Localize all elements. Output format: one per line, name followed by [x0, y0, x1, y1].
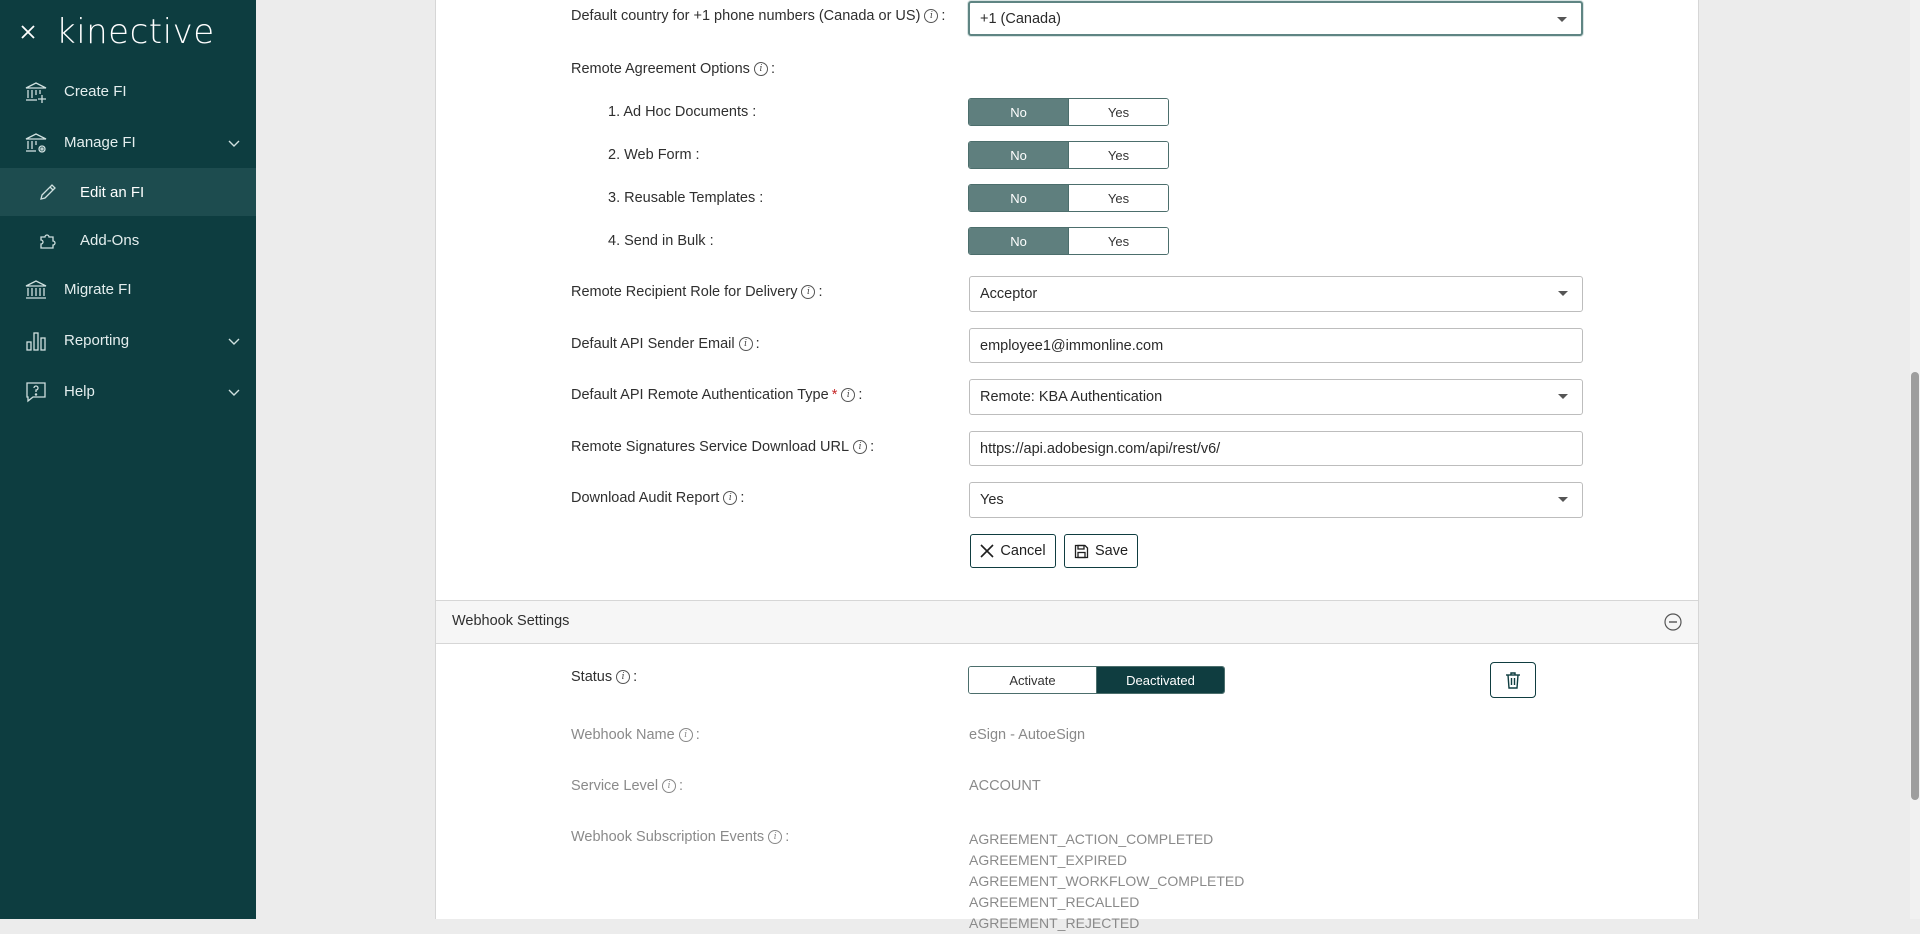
- webhook-status-label-text: Status: [571, 669, 613, 685]
- sidebar-item-label: Edit an FI: [80, 183, 145, 201]
- web-form-yes-option[interactable]: Yes: [1068, 142, 1168, 168]
- webhook-name-label-text: Webhook Name: [571, 727, 675, 743]
- event-item: AGREEMENT_EXPIRED: [969, 852, 1127, 868]
- reusable-templates-yes-option[interactable]: Yes: [1068, 185, 1168, 211]
- sidebar-item-add-ons[interactable]: [0, 216, 256, 264]
- info-icon[interactable]: i: [853, 440, 867, 454]
- sender-email-label-text: Default API Sender Email: [571, 336, 735, 352]
- kinective-logo: kinective: [56, 12, 215, 52]
- deactivated-option[interactable]: Deactivated: [1096, 667, 1224, 693]
- country-select[interactable]: [968, 1, 1583, 36]
- audit-report-select[interactable]: [969, 482, 1583, 518]
- subscription-events-label: [571, 829, 789, 845]
- sidebar-item-label: Migrate FI: [64, 281, 132, 298]
- web-form-toggle[interactable]: [968, 141, 1169, 169]
- recipient-role-select-value: Acceptor: [980, 286, 1038, 302]
- service-level-label: [571, 778, 683, 794]
- event-item: AGREEMENT_WORKFLOW_COMPLETED: [969, 873, 1245, 889]
- service-level-label-text: Service Level: [571, 778, 659, 794]
- label-colon: :: [870, 439, 875, 455]
- reusable-templates-label: 3. Reusable Templates :: [608, 190, 764, 206]
- remote-options-label: [571, 61, 775, 77]
- caret-down-icon: [1558, 394, 1568, 399]
- audit-report-select-value: Yes: [980, 492, 1004, 508]
- bank-migrate-icon: [20, 278, 52, 302]
- brand-bar: [0, 0, 256, 64]
- sidebar-item-label: Add-Ons: [80, 231, 140, 249]
- chevron-down-icon: [228, 333, 240, 350]
- download-url-input[interactable]: [969, 431, 1583, 466]
- country-label-text: Default country for +1 phone numbers (Canada or US): [571, 8, 921, 24]
- sidebar-item-label: Manage FI: [64, 134, 136, 151]
- sidebar-item-create-fi[interactable]: [0, 66, 256, 117]
- save-button-label: Save: [1094, 543, 1129, 559]
- auth-type-label-text: Default API Remote Authentication Type: [571, 387, 829, 403]
- recipient-role-label: [571, 284, 822, 300]
- label-colon: :: [755, 336, 760, 352]
- close-menu-icon[interactable]: [0, 24, 56, 40]
- chevron-down-icon: [228, 135, 240, 152]
- recipient-role-label-text: Remote Recipient Role for Delivery: [571, 284, 798, 300]
- remote-options-label-text: Remote Agreement Options: [571, 61, 750, 77]
- trash-icon: [1505, 671, 1521, 689]
- sidebar: [0, 0, 256, 919]
- info-icon[interactable]: i: [768, 830, 782, 844]
- save-button[interactable]: [1064, 534, 1138, 568]
- reusable-templates-no-option[interactable]: No: [969, 185, 1068, 211]
- event-item: AGREEMENT_ACTION_COMPLETED: [969, 831, 1214, 847]
- sidebar-item-label: Help: [64, 383, 95, 400]
- web-form-label: 2. Web Form :: [608, 147, 700, 163]
- ad-hoc-yes-option[interactable]: Yes: [1068, 99, 1168, 125]
- info-icon[interactable]: i: [616, 670, 630, 684]
- send-in-bulk-label: 4. Send in Bulk :: [608, 233, 714, 249]
- audit-report-label: [571, 490, 744, 506]
- webhook-name-value: eSign - AutoeSign: [969, 727, 1086, 743]
- caret-down-icon: [1558, 291, 1568, 296]
- label-colon: :: [858, 387, 863, 403]
- caret-down-icon: [1558, 497, 1568, 502]
- settings-card: [435, 0, 1699, 931]
- info-icon[interactable]: i: [679, 728, 693, 742]
- label-colon: :: [941, 8, 946, 24]
- bar-chart-icon: [20, 329, 52, 353]
- auth-type-select-value: Remote: KBA Authentication: [980, 389, 1163, 405]
- label-colon: :: [679, 778, 684, 794]
- info-icon[interactable]: i: [801, 285, 815, 299]
- pencil-icon: [36, 180, 60, 204]
- info-icon[interactable]: i: [924, 9, 938, 23]
- required-asterisk: *: [831, 387, 838, 403]
- label-colon: :: [740, 490, 745, 506]
- webhook-name-label: [571, 727, 700, 743]
- event-item: AGREEMENT_RECALLED: [969, 894, 1140, 910]
- info-icon[interactable]: i: [662, 779, 676, 793]
- sender-email-label: [571, 336, 760, 352]
- scrollbar-thumb[interactable]: [1911, 372, 1919, 800]
- sender-email-value: employee1@immonline.com: [980, 337, 1164, 354]
- subscription-events-label-text: Webhook Subscription Events: [571, 829, 765, 845]
- subscription-events-list: [969, 829, 1244, 934]
- webhook-settings-header[interactable]: [436, 600, 1698, 644]
- sender-email-input[interactable]: [969, 328, 1583, 363]
- sidebar-item-migrate-fi[interactable]: [0, 264, 256, 315]
- info-icon[interactable]: i: [754, 62, 768, 76]
- download-url-value: https://api.adobesign.com/api/rest/v6/: [980, 440, 1221, 457]
- auth-type-label: [571, 387, 862, 403]
- page-scrollbar[interactable]: [1910, 0, 1920, 919]
- info-icon[interactable]: i: [739, 337, 753, 351]
- ad-hoc-documents-toggle[interactable]: [968, 98, 1169, 126]
- send-in-bulk-yes-option[interactable]: Yes: [1068, 228, 1168, 254]
- label-colon: :: [818, 284, 823, 300]
- main-content: [256, 0, 1920, 931]
- delete-webhook-button[interactable]: [1490, 662, 1536, 698]
- sidebar-item-edit-fi[interactable]: [0, 168, 256, 216]
- webhook-settings-title: Webhook Settings: [452, 613, 570, 629]
- label-colon: :: [770, 61, 775, 77]
- send-in-bulk-toggle[interactable]: [968, 227, 1169, 255]
- sidebar-item-help[interactable]: [0, 366, 256, 417]
- reusable-templates-toggle[interactable]: [968, 184, 1169, 212]
- floppy-disk-icon: [1074, 544, 1089, 559]
- sidebar-item-label: Create FI: [64, 83, 127, 100]
- info-icon[interactable]: i: [723, 491, 737, 505]
- close-icon: [980, 544, 994, 558]
- bank-icon: [20, 80, 52, 104]
- collapse-icon[interactable]: [1664, 613, 1682, 631]
- sidebar-item-label: Reporting: [64, 332, 130, 349]
- country-select-value: +1 (Canada): [980, 10, 1062, 27]
- help-bubble-icon: [20, 380, 52, 404]
- service-level-value: ACCOUNT: [969, 778, 1041, 794]
- download-url-label: [571, 439, 874, 455]
- sidebar-item-manage-fi[interactable]: [0, 117, 256, 168]
- ad-hoc-no-option[interactable]: No: [969, 99, 1068, 125]
- cancel-button-label: Cancel: [1000, 543, 1046, 559]
- label-colon: :: [785, 829, 790, 845]
- sidebar-item-reporting[interactable]: [0, 315, 256, 366]
- info-icon[interactable]: i: [841, 388, 855, 402]
- activate-option[interactable]: Activate: [969, 667, 1096, 693]
- label-colon: :: [695, 727, 700, 743]
- puzzle-icon: [36, 228, 60, 252]
- cancel-button[interactable]: [970, 534, 1056, 568]
- label-colon: :: [633, 669, 638, 685]
- web-form-no-option[interactable]: No: [969, 142, 1068, 168]
- country-label: [571, 8, 945, 24]
- download-url-label-text: Remote Signatures Service Download URL: [571, 439, 850, 455]
- auth-type-select[interactable]: [969, 379, 1583, 415]
- caret-down-icon: [1557, 17, 1567, 22]
- webhook-status-label: [571, 669, 637, 685]
- bank-gear-icon: [20, 131, 52, 155]
- send-in-bulk-no-option[interactable]: No: [969, 228, 1068, 254]
- ad-hoc-documents-label: 1. Ad Hoc Documents :: [608, 104, 757, 120]
- chevron-down-icon: [228, 384, 240, 401]
- webhook-status-toggle[interactable]: [968, 666, 1225, 694]
- event-item: AGREEMENT_REJECTED: [969, 915, 1140, 931]
- audit-report-label-text: Download Audit Report: [571, 490, 720, 506]
- recipient-role-select[interactable]: [969, 276, 1583, 312]
